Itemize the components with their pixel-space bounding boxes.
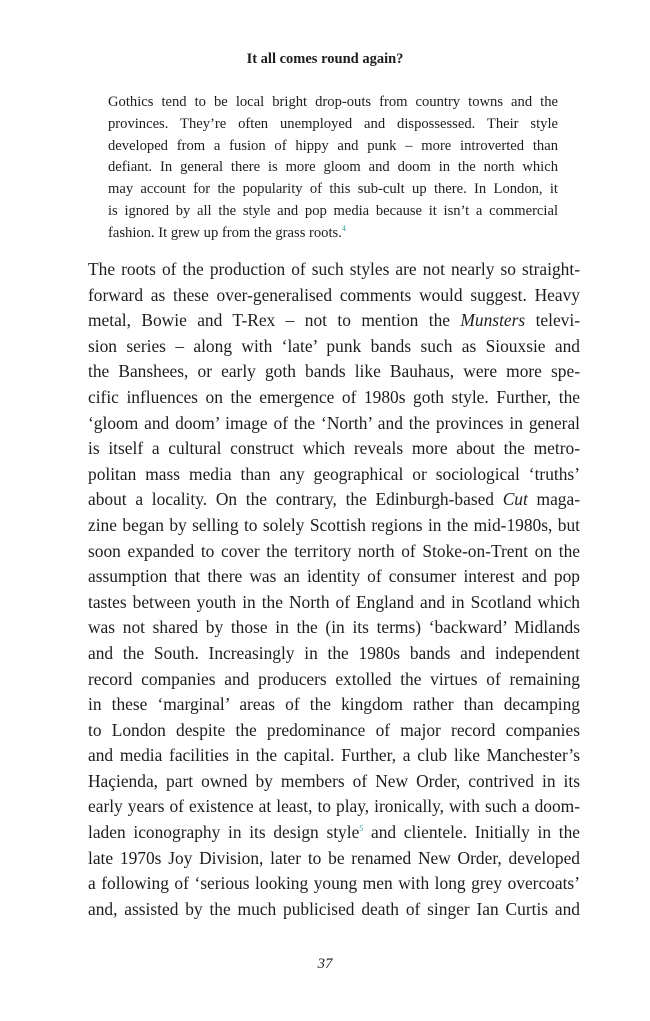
block-quote	[108, 92, 558, 245]
quote-line: is ignored by all the style and pop media because it isn’t a commercial	[108, 202, 558, 219]
body-text-run: and clientele. Initially in the	[363, 822, 580, 843]
body-line: soon expanded to cover the territory north of Stoke-on-Trent on the	[88, 540, 580, 561]
body-line: forward as these over-generalised comments would suggest. Heavy	[88, 284, 580, 305]
quote-line: Gothics tend to be local bright drop-outs from country towns and the	[108, 94, 558, 110]
body-text-run: about a locality. On the contrary, the Edinburgh-based	[88, 489, 503, 510]
quote-line: may account for the popularity of this sub-cult up there. In London, it	[108, 181, 558, 198]
quote-line: defiant. In general there is more gloom and doom in the north which	[108, 159, 558, 176]
body-line: tastes between youth in the North of England and in Scotland which	[88, 591, 580, 612]
body-line: the Banshees, or early goth bands like Bauhaus, were more spe-	[88, 361, 580, 382]
italic-title-cut: Cut	[502, 489, 528, 510]
body-line: and, assisted by the much publicised death of singer Ian Curtis and	[88, 898, 580, 919]
body-line: is itself a cultural construct which reveals more about the metro-	[88, 438, 580, 459]
body-line: The roots of the production of such styles are not nearly so straight-	[88, 259, 580, 279]
quote-line: provinces. They’re often unemployed and dispossessed. Their style	[108, 115, 558, 132]
body-text-run: metal, Bowie and T-Rex – not to mention the	[88, 310, 461, 331]
quote-last-text: fashion. It grew up from the grass roots.	[108, 224, 342, 241]
body-line: assumption that there was an identity of consumer interest and pop	[88, 566, 580, 587]
body-line: in these ‘marginal’ areas of the kingdom rather than decamping	[88, 694, 580, 715]
body-text-run: laden iconography in its design style	[88, 822, 360, 843]
body-line: was not shared by those in the (in its terms) ‘backward’ Midlands	[88, 617, 580, 638]
body-line: early years of existence at least, to play, ironically, with such a doom-	[88, 796, 580, 817]
body-text-run: televi-	[525, 310, 580, 331]
body-line: a following of ‘serious looking young men with long grey overcoats’	[88, 873, 580, 894]
body-line: zine began by selling to solely Scottish regions in the mid-1980s, but	[88, 514, 580, 535]
quote-line: developed from a fusion of hippy and punk – more introverted than	[108, 137, 558, 154]
italic-title-munsters: Munsters	[460, 310, 526, 331]
footnote-ref-5[interactable]: 5	[359, 824, 364, 834]
footnote-ref-4[interactable]: 4	[341, 223, 346, 233]
page-number: 37	[317, 956, 333, 972]
body-line: ‘gloom and doom’ image of the ‘North’ and the provinces in general	[88, 412, 580, 433]
running-head: It all comes round again?	[246, 51, 404, 67]
body-line	[88, 487, 580, 513]
body-line	[88, 308, 580, 334]
body-text	[88, 257, 580, 922]
body-line: late 1970s Joy Division, later to be renamed New Order, developed	[88, 847, 580, 868]
body-line: politan mass media than any geographical or sociological ‘truths’	[88, 463, 580, 484]
body-line: sion series – along with ‘late’ punk bands such as Siouxsie and	[88, 335, 580, 356]
body-line: Haçienda, part owned by members of New Order, contrived in its	[88, 770, 580, 791]
body-line	[88, 820, 580, 846]
body-line: record companies and producers extolled the virtues of remaining	[88, 668, 580, 689]
body-line: to London despite the predominance of major record companies	[88, 719, 580, 740]
body-line: cific influences on the emergence of 1980s goth style. Further, the	[88, 386, 580, 407]
body-text-run: maga-	[527, 489, 580, 510]
body-line: and media facilities in the capital. Further, a club like Manchester’s	[88, 745, 580, 766]
body-line: and the South. Increasingly in the 1980s bands and independent	[88, 642, 580, 663]
quote-line	[108, 223, 558, 245]
